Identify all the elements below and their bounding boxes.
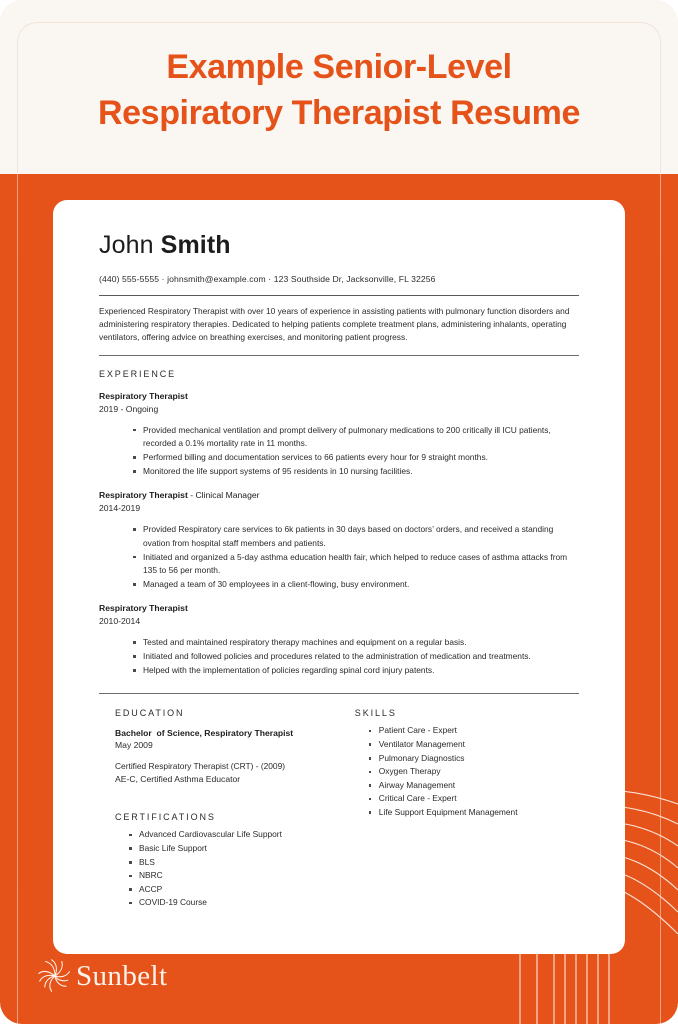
page-title-line-2: Respiratory Therapist Resume bbox=[98, 94, 580, 132]
education-date: May 2009 bbox=[115, 740, 153, 751]
sunburst-icon bbox=[38, 959, 72, 993]
certification-item: Basic Life Support bbox=[129, 842, 355, 856]
job-bullet: Provided mechanical ventilation and prompt delivery of pulmonary medications to 200 critically ill ICU patients, recorded a 0.1% mortality rate in 11 months. bbox=[133, 424, 579, 451]
section-heading-education: EDUCATION bbox=[115, 708, 185, 719]
job-bullet: Initiated and followed policies and procedures related to the administration of medication and treatments. bbox=[133, 650, 579, 663]
skill-item: Airway Management bbox=[369, 779, 579, 793]
sunbelt-logo bbox=[38, 956, 167, 996]
job-bullet: Helped with the implementation of policies regarding spinal cord injury patents. bbox=[133, 664, 579, 677]
job-dates: 2014-2019 bbox=[99, 503, 141, 514]
orange-panel bbox=[0, 174, 678, 1024]
experience-entry bbox=[99, 602, 579, 677]
job-bullet: Monitored the life support systems of 95 residents in 10 nursing facilities. bbox=[133, 465, 579, 478]
job-bullet-list bbox=[99, 523, 579, 591]
certification-item: ACCP bbox=[129, 883, 355, 897]
skill-item: Ventilator Management bbox=[369, 738, 579, 752]
candidate-first-name: John bbox=[99, 231, 154, 259]
sunbelt-wordmark: Sunbelt bbox=[76, 960, 168, 992]
job-subtitle: - Clinical Manager bbox=[187, 490, 260, 501]
section-heading-skills: SKILLS bbox=[354, 708, 397, 719]
section-heading-experience: EXPERIENCE bbox=[99, 368, 177, 379]
skill-item: Critical Care - Expert bbox=[369, 792, 579, 806]
education-extra-line-2: AE-C, Certified Asthma Educator bbox=[115, 774, 241, 785]
job-role: Respiratory Therapist bbox=[99, 490, 188, 501]
divider-top bbox=[99, 295, 579, 296]
job-title bbox=[99, 602, 579, 614]
candidate-last-name: Smith bbox=[160, 231, 231, 259]
job-dates: 2019 - Ongoing bbox=[99, 403, 159, 414]
skill-item: Life Support Equipment Management bbox=[369, 806, 579, 820]
job-role: Respiratory Therapist bbox=[99, 390, 188, 401]
divider-summary bbox=[99, 355, 579, 356]
skills-column bbox=[355, 708, 579, 910]
contact-line: (440) 555-5555 · johnsmith@example.com · 123 Southside Dr, Jacksonville, FL 32256 bbox=[99, 274, 436, 284]
job-dates: 2010-2014 bbox=[99, 616, 141, 627]
professional-summary: Experienced Respiratory Therapist with over 10 years of experience in assisting patients with pulmonary function disorders and administering respiratory therapies. Dedicated to helping patients complete treatment plans, administering inhalants, operating ventilators, offering advice on breathing exercises, and monitoring patient progress. bbox=[99, 306, 570, 343]
job-bullet: Performed billing and documentation services to 66 patients every hour for 9 straight months. bbox=[133, 451, 579, 464]
section-heading-certifications: CERTIFICATIONS bbox=[115, 812, 216, 823]
certification-item: Advanced Cardiovascular Life Support bbox=[129, 828, 355, 842]
skill-item: Pulmonary Diagnostics bbox=[369, 752, 579, 766]
job-bullet-list bbox=[99, 636, 579, 677]
job-bullet: Tested and maintained respiratory therapy machines and equipment on a regular basis. bbox=[133, 636, 579, 649]
header-band bbox=[0, 0, 678, 174]
experience-entry bbox=[99, 390, 579, 479]
education-certifications-column bbox=[115, 708, 355, 910]
candidate-name bbox=[99, 228, 579, 262]
certifications-list bbox=[115, 828, 355, 910]
page-title-line-1: Example Senior-Level bbox=[166, 48, 512, 86]
skill-item: Patient Care - Expert bbox=[369, 724, 579, 738]
skills-list bbox=[355, 724, 579, 819]
job-bullet: Initiated and organized a 5-day asthma education health fair, which helped to reduce cases of asthma attacks from 135 to 56 per month. bbox=[133, 551, 579, 578]
job-bullet: Provided Respiratory care services to 6k patients in 30 days based on doctors’ orders, and received a standing ovation from hospital staff members and patients. bbox=[133, 523, 579, 550]
page-title bbox=[0, 44, 678, 136]
certification-item: COVID-19 Course bbox=[129, 896, 355, 910]
skill-item: Oxygen Therapy bbox=[369, 765, 579, 779]
job-title bbox=[99, 390, 579, 402]
education-degree: Bachelor of Science, Respiratory Therapist bbox=[115, 728, 294, 739]
lower-columns bbox=[99, 708, 579, 910]
certification-item: NBRC bbox=[129, 869, 355, 883]
job-bullet: Managed a team of 30 employees in a client-flowing, busy environment. bbox=[133, 578, 579, 591]
certification-item: BLS bbox=[129, 856, 355, 870]
divider-experience bbox=[99, 693, 579, 694]
resume-document bbox=[53, 200, 625, 954]
education-extra-line-1: Certified Respiratory Therapist (CRT) - (2009) bbox=[115, 761, 286, 772]
experience-entry bbox=[99, 489, 579, 591]
job-title bbox=[99, 489, 579, 501]
job-role: Respiratory Therapist bbox=[99, 603, 188, 614]
job-bullet-list bbox=[99, 424, 579, 479]
